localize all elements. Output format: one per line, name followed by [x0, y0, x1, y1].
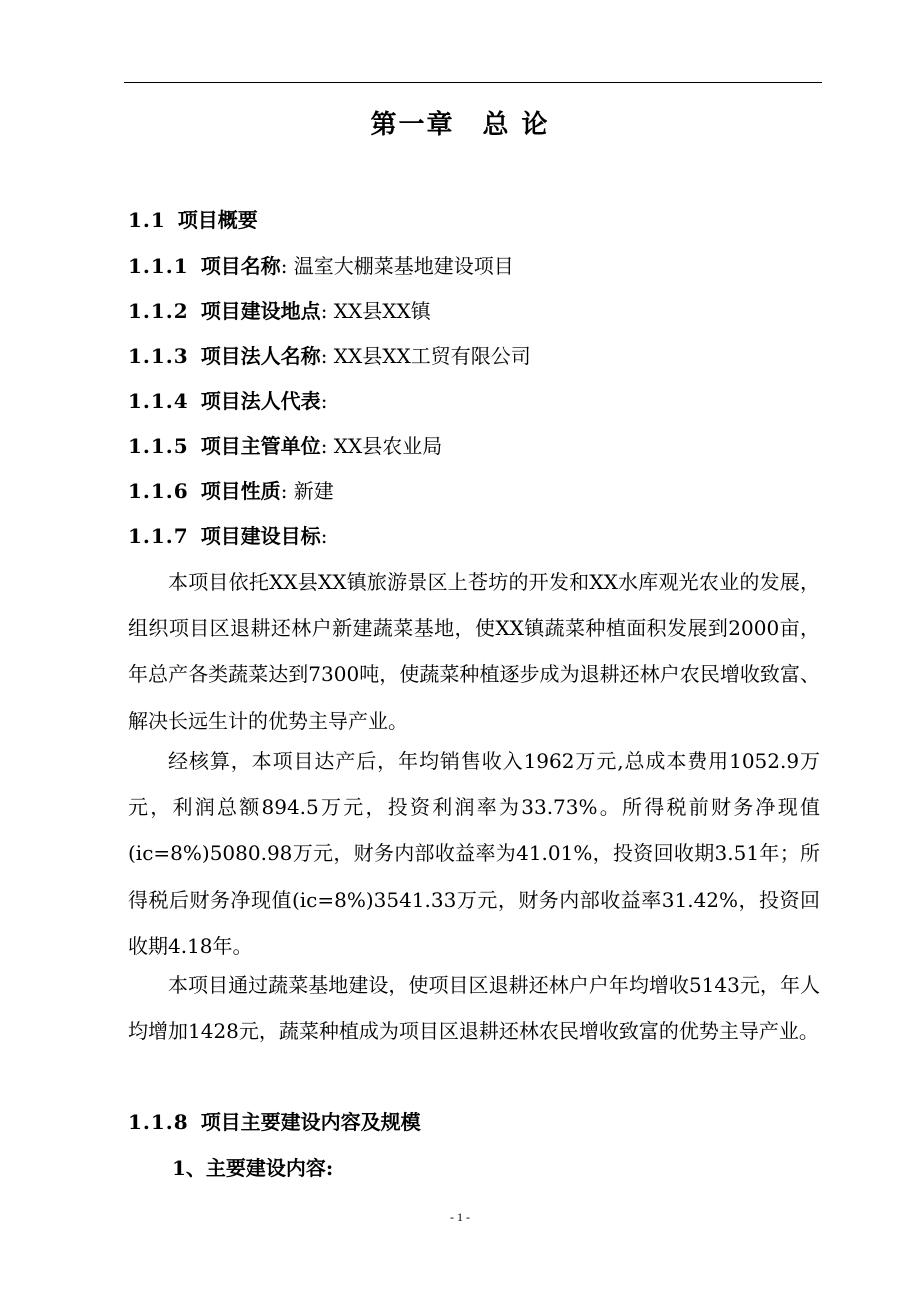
paragraph-financials: 经核算，本项目达产后，年均销售收入1962万元,总成本费用1052.9万元，利润总额894.5万元，投资利润率为33.73%。所得税前财务净现值(ic=8%)5080.98万元，财务内部收益率为41.01%，投资回收期3.51年；所得税后财务净现值(ic=8%)3541.33万元，财务内部收益率31.42%，投资回收期4.18年。: [128, 749, 820, 958]
chapter-title: [0, 104, 920, 141]
item-value: XX县农业局: [333, 434, 443, 458]
item-label: 项目主管单位: [200, 434, 321, 458]
item-value: XX县XX工贸有限公司: [333, 344, 531, 368]
item-number: 1.1.4: [128, 389, 189, 413]
item-number: 1.1.2: [128, 299, 189, 323]
item-1-1-5: [128, 431, 442, 461]
item-separator: :: [280, 479, 288, 503]
page-number: - 1 -: [450, 1210, 470, 1224]
section-number: 1.1: [128, 208, 166, 232]
section-heading: [128, 205, 258, 235]
item-number: 1.1.1: [128, 254, 189, 278]
item-label: 项目建设目标: [200, 524, 321, 548]
paragraph-income: 本项目通过蔬菜基地建设，使项目区退耕还林户户年均增收5143元，年人均增加1428元，蔬菜种植成为项目区退耕还林农民增收致富的优势主导产业。: [128, 973, 820, 1044]
item-separator: :: [280, 254, 288, 278]
item-1-1-2: [128, 296, 431, 326]
item-value: 新建: [293, 479, 334, 503]
item-value: XX县XX镇: [333, 299, 431, 323]
item-number: 1.1.8: [128, 1110, 189, 1134]
item-label: 项目性质: [200, 479, 281, 503]
paragraph-goals: 本项目依托XX县XX镇旅游景区上苍坊的开发和XX水库观光农业的发展，组织项目区退耕还林户新建蔬菜基地，使XX镇蔬菜种植面积发展到2000亩，年总产各类蔬菜达到7300吨，使蔬菜种植逐步成为退耕还林户农民增收致富、解决长远生计的优势主导产业。: [128, 570, 820, 733]
item-label: 项目建设地点: [200, 299, 321, 323]
item-label: 项目法人名称: [200, 344, 321, 368]
item-number: 1.1.7: [128, 524, 189, 548]
section-title: 项目概要: [177, 208, 258, 232]
item-number: 1.1.5: [128, 434, 189, 458]
item-label: 项目主要建设内容及规模: [200, 1110, 421, 1134]
item-value: 温室大棚菜基地建设项目: [293, 254, 514, 278]
item-1-1-3: [128, 341, 531, 371]
item-number: 1.1.6: [128, 479, 189, 503]
item-1-1-4: [128, 386, 327, 416]
item-separator: :: [320, 434, 328, 458]
item-number: 1.1.3: [128, 344, 189, 368]
chapter-name: 总 论: [482, 110, 550, 140]
item-separator: :: [320, 299, 328, 323]
item-1-1-1: [128, 251, 514, 281]
section-1-1-8: [128, 1107, 421, 1137]
subheading-construction: 1、主要建设内容:: [172, 1156, 334, 1180]
item-label: 项目法人代表: [200, 389, 321, 413]
item-separator: :: [320, 344, 328, 368]
item-1-1-7: [128, 521, 327, 551]
item-separator: :: [320, 524, 328, 548]
item-separator: :: [320, 389, 328, 413]
item-1-1-6: [128, 476, 334, 506]
item-label: 项目名称: [200, 254, 281, 278]
header-rule: [124, 82, 822, 83]
chapter-number: 第一章: [370, 110, 455, 140]
